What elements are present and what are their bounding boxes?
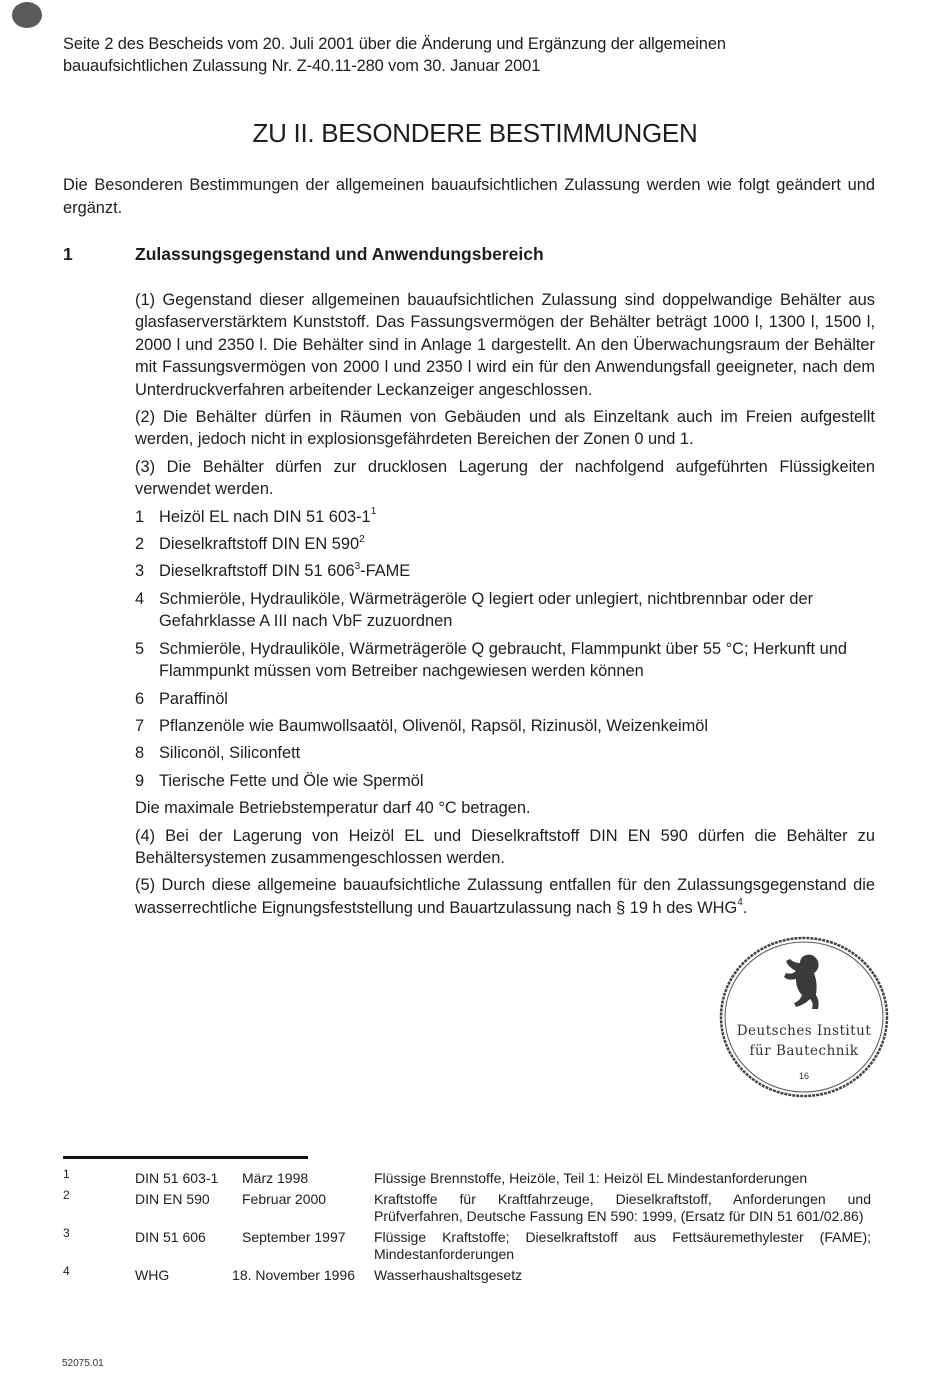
paragraph-5: (5) Durch diese allgemeine bauaufsichtliche Zulassung entfallen für den Zulassungsgegenstand die wasserrechtliche Eignungsfeststellung und Bauartzulassung nach § 19 h des WHG$^4$. xyxy=(135,876,875,917)
paragraph-4: (4) Bei der Lagerung von Heizöl EL und Dieselkraftstoff DIN EN 590 dürfen die Behälter zu Behältersystemen zusammengeschlossen werden. xyxy=(135,826,875,867)
header-line-2: bauaufsichtlichen Zulassung Nr. Z-40.11-280 vom 30. Januar 2001 xyxy=(63,57,541,75)
section-number: 1 xyxy=(63,244,73,264)
section-title: Zulassungsgegenstand und Anwendungsbereich xyxy=(135,244,544,264)
paragraph-3: (3) Die Behälter dürfen zur drucklosen Lagerung der nachfolgend aufgeführten Flüssigkeiten verwendet werden. xyxy=(135,457,875,499)
paragraph-1: (1) Gegenstand dieser allgemeinen bauaufsichtlichen Zulassung sind doppelwandige Behälter aus glasfaserverstärktem Kunststoff. Das Fassungsvermögen der Behälter beträgt 1000 l, 1300 l, 1500 l, 2000 l und 2350 l. Die Behälter sind in Anlage 1 dargestellt. An den Überwachungsraum der Behälter mit Fassungsvermögen von 2000 l und 2350 l wird ein für den Anwendungsfall geeigneter, nach dem Unterdruckverfahren arbeitender Leckanzeiger angeschlossen. xyxy=(135,291,875,399)
footnote-row: 3 DIN 51 606 September 1997 Flüssige Kraftstoffe; Dieselkraftstoff aus Fettsäuremethylester (FAME); Mindestanforderungen xyxy=(63,1226,871,1262)
section-heading xyxy=(63,244,875,265)
list-item: 5 Schmieröle, Hydrauliköle, Wärmeträgeröle Q gebraucht, Flammpunkt über 55 °C; Herkunft und Flammpunkt müssen vom Betreiber nachgewiesen werden können xyxy=(135,639,847,681)
header-line-1: Seite 2 des Bescheids vom 20. Juli 2001 über die Änderung und Ergänzung der allgemeinen xyxy=(63,35,726,53)
footnotes xyxy=(63,1167,871,1288)
stamp-text-line-1: Deutsches Institut xyxy=(736,1023,872,1039)
page-title: ZU II. BESONDERE BESTIMMUNGEN xyxy=(252,118,698,148)
list-item: 9 Tierische Fette und Öle wie Spermöl xyxy=(135,771,424,790)
list-item: 6 Paraffinöl xyxy=(135,689,228,708)
footnote-divider xyxy=(63,1156,308,1159)
document-code: 52075.01 xyxy=(62,1358,104,1369)
list-item: 3 Dieselkraftstoff DIN 51 $606^3$-FAME xyxy=(135,561,411,581)
berlin-bear-icon xyxy=(784,955,819,1009)
list-item: 4 Schmieröle, Hydrauliköle, Wärmeträgeröle Q legiert oder unlegiert, nichtbrennbar oder der Gefahrklasse A III nach VbF zuzuordnen xyxy=(135,589,814,631)
official-stamp xyxy=(718,935,890,1100)
footnote-ref: 1 xyxy=(370,506,377,518)
list-item: 2 Dieselkraftstoff DIN EN $590^2$ xyxy=(135,533,365,554)
footnote-row: 1 DIN 51 603-1 März 1998 Flüssige Brennstoffe, Heizöle, Teil 1: Heizöl EL Mindestanforderungen xyxy=(63,1167,808,1186)
list-item: 1 Heizöl EL nach DIN 51 $603-1^1$ xyxy=(135,506,377,526)
punch-hole-mark xyxy=(12,2,42,28)
page-header xyxy=(63,33,883,77)
footnote-ref: 2 xyxy=(359,533,365,545)
stamp-number: 16 xyxy=(798,1071,809,1081)
list-item: 8 Siliconöl, Siliconfett xyxy=(135,744,301,763)
stamp-text-line-2: für Bautechnik xyxy=(749,1043,859,1059)
max-temperature-note: Die maximale Betriebstemperatur darf 40 °C betragen. xyxy=(135,799,531,818)
footnote-ref: 4 xyxy=(737,897,743,909)
paragraph-2: (2) Die Behälter dürfen in Räumen von Gebäuden und als Einzeltank auch im Freien aufgestellt werden, jedoch nicht in explosionsgefährdeten Bereichen der Zonen 0 und 1. xyxy=(135,408,875,449)
list-item: 7 Pflanzenöle wie Baumwollsaatöl, Olivenöl, Rapsöl, Rizinusöl, Weizenkeimöl xyxy=(135,716,709,735)
footnote-row: 4 WHG 18. November 1996 Wasserhaushaltsgesetz xyxy=(63,1264,523,1283)
intro-paragraph: Die Besonderen Bestimmungen der allgemeinen bauaufsichtlichen Zulassung werden wie folgt geändert und ergänzt. xyxy=(63,176,875,217)
footnote-row: 2 DIN EN 590 Februar 2000 Kraftstoffe für Kraftfahrzeuge, Dieselkraftstoff, Anforderungen und Prüfverfahren, Deutsche Fassung EN 590: 1999, (Ersatz für DIN 51 601/02.86) xyxy=(63,1188,871,1224)
liquids-list xyxy=(135,506,875,792)
section-body xyxy=(135,289,875,924)
footnote-ref: 3 xyxy=(354,561,361,572)
